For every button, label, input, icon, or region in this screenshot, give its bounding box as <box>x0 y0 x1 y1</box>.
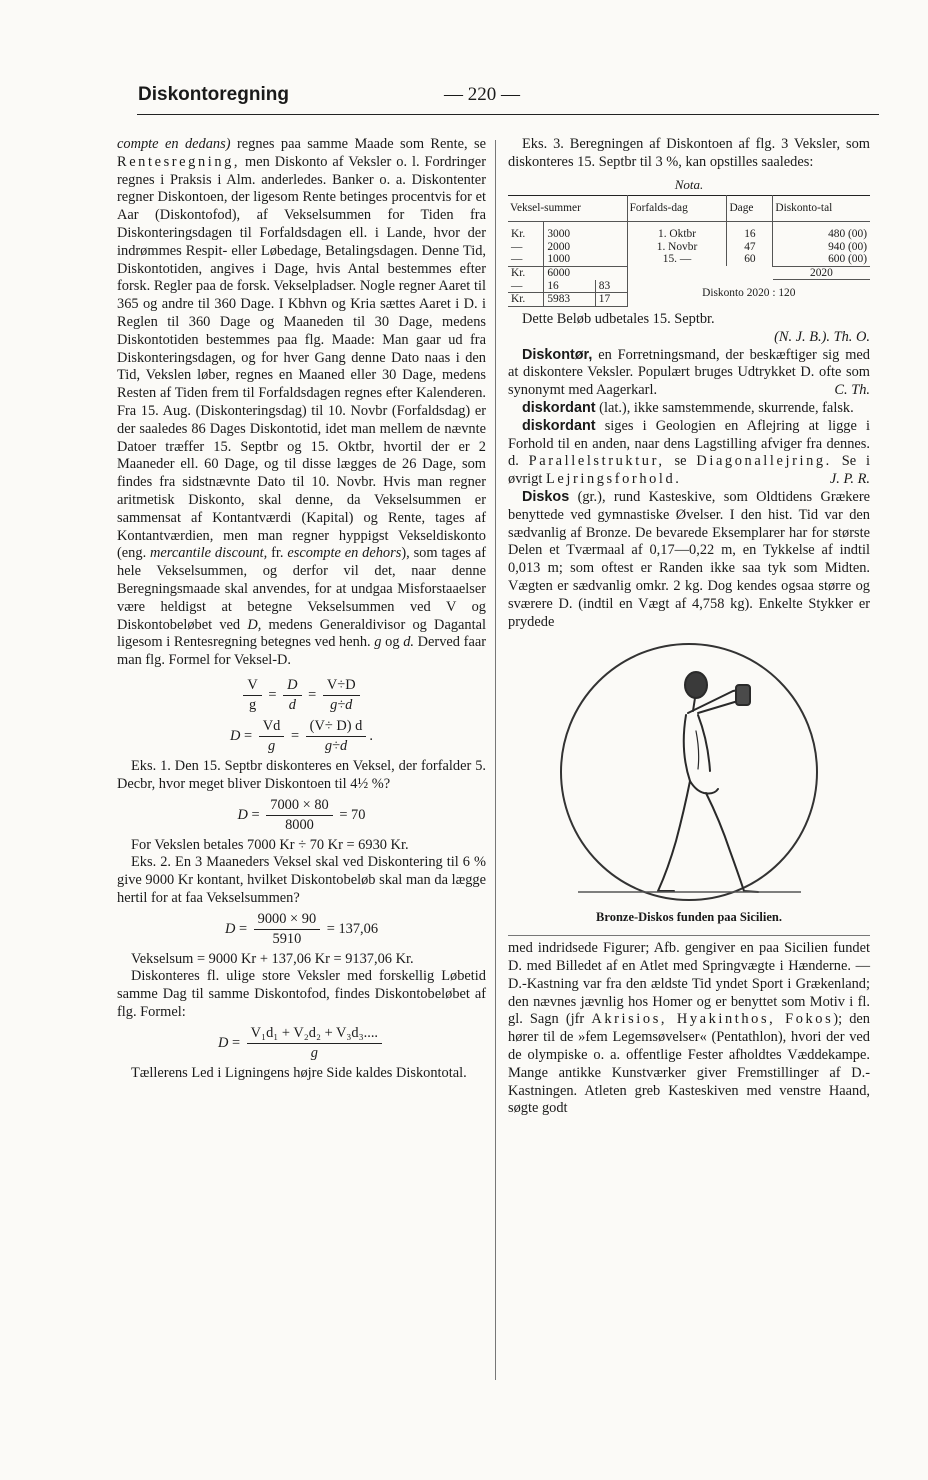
headword-diskordant: diskordant <box>522 400 596 417</box>
figure-rule <box>508 935 870 936</box>
entry-diskordant-1: diskordant (lat.), ikke samstemmende, skurrende, falsk. <box>522 400 854 417</box>
cross-ref-diagonallejring: Diagonallejring. <box>696 453 832 470</box>
figure-caption: Bronze-Diskos funden paa Sicilien. <box>596 910 782 925</box>
athlete-drawing <box>658 672 758 892</box>
running-title: Diskontoregning <box>138 84 289 105</box>
formula-discount: D = $\frac{Vd}{g}$ = $\frac{(V\div D) d}{g\div d}$ . <box>230 717 373 754</box>
cross-ref-parallelstruktur: Parallelstruktur, <box>528 453 665 470</box>
formula-example-2: D = $\frac{9000 \times 90}{5910}$ = 137,06 <box>224 910 379 947</box>
cross-ref-names: Akrisios, Hyakinthos, Fokos <box>591 1011 834 1028</box>
term-compte-en-dedans: compte en dedans) <box>117 136 231 152</box>
bronze-discus-figure <box>558 641 820 903</box>
entry-diskordant-2: diskordant siges i Geologien en Aflejring at ligge i Forhold til en anden, naar dens Lagstilling afviger fra dennes. d. Parallelstruktur, se Diagonallejring. Se i øvrigt Lejringsforhold. J. P. R. <box>508 417 871 488</box>
headword-diskordant-geology: diskordant <box>522 417 596 434</box>
header-rule <box>137 114 879 115</box>
entry-diskontor: Diskontør, en Forretningsmand, der beskæftiger sig med at diskontere Veksler. Populært bruges Udtrykket D. ofte som synonymt med Aagerkarl. C. Th. <box>508 346 870 399</box>
entry-diskos: Diskos (gr.), rund Kasteskive, som Oldtidens Grækere benyttede ved gymnastiske Øvelser. I den hist. Tid var den sædvanlig af Bronze. De bevarede Eksemplarer har for største Delen et Tværmaal af 0,17—0,22 m, en Tykkelse af indtil 0,013 m; som oftest er Randen ikke saa tyk som Midten. Vægten er sædvanlig omkr. 2 kg. Dog kendes ogsaa større og sværere D. (indtil en Vægt af 4,758 kg). Enkelte Stykker er prydede <box>508 489 870 630</box>
paragraph-diskonto: compte en dedans) regnes paa samme Maade som Rente, se Rentesregning, men Diskonto af Veksler o. l. Fordringer regnes i Praksis i Alm. anderledes. Banker o. a. Diskontenter regner Diskontoen, der ligesom Rente betinges procentvis for et Aar (Diskontofod), af Vekselsummen for Tiden fra Diskonteringsdagen til Forfaldsdagen ell. i Lande, hvor der indrømmes Respit- eller Løbedage, Betalingsdagen. Denne Tid, Diskontotiden, angives i Dage, hvis Antal bestemmes efter forsk. Regler paa de forsk. Vekselpladser. Nogle regner Aaret til 365 og andre til 360 Dage. I Kbhvn og Kria sættes Aaret i D. i Reglen til 360 Dage og Maaneden til 30 Dage, medens Diskontotiden bestemmes paa flg. Maade: Man gaar ud fra Diskonteringsdagen, og for hver Gang denne Dato naas i den Tid, Vekslen løber, regnes en Maaned eller 30 Dage, medens Resten af Tiden frem til Forfaldsdagen regnes efter Kalenderen. Fra 15. Aug. (Diskonteringsdag) til 10. Novbr (Forfaldsdag) er der saaledes 86 Dages Diskontotid, idet man mellem de nævnte Datoer træffer 15. Septbr og 15. Oktbr, hvortil der er 2 Maaneder ell. 60 Dage, og til disse lægges de 26 Dage, som findes fra sidstnævnte Dato til 10. Novbr. Hvis man regner aritmetisk Diskonto, skal denne, da Vekselsummen er sammensat af Kontantværdi (Kapital) og Rente, tages af Kontantværdien, men man regner hyppigst Vekseldiskonto (eng. mercantile discount, fr. escompte en dehors), som tages af hele Vekselsummen, og derfor vil det, naar denne Beregningsmaade skal anvendes, for at undgaa Misforstaaelser være heldigst at betegne Vekselsummen ved V og Diskontobeløbet ved D, medens Generaldivisor og Dagantal ligesom i Rentesregning betegnes ved henh. g og d. Derved faar man flg. Formel for Veksel-D. <box>117 136 487 669</box>
headword-diskos: Diskos <box>522 489 570 506</box>
nota-label: Nota. <box>674 176 704 192</box>
table-row: — 16 83 Diskonto 2020 : 120 <box>508 280 870 293</box>
table-row: Kr. 3000 1. Oktbr 16 480 (00) <box>508 221 870 240</box>
col-header-tal: Diskonto-tal <box>773 196 870 222</box>
col-header-dage: Dage <box>727 196 773 222</box>
table-row: Kr. 6000 2020 <box>508 266 870 280</box>
headword-diskontor: Diskontør, <box>522 346 593 363</box>
page-header <box>138 84 876 108</box>
formula-example-1: D = $\frac{7000 \times 80}{8000}$ = 70 <box>237 796 366 833</box>
formula-ratio: $\frac{V}{g}$ = $\frac{D}{d}$ = $\frac{V\div D}{g\div d}$ <box>117 676 486 715</box>
example-1: Eks. 1. Den 15. Septbr diskonteres en Veksel, der forfalder 5. Decbr, hvor meget bliver Diskontoen til 4½ %? <box>117 757 486 792</box>
example-2: Eks. 2. En 3 Maaneders Veksel skal ved Diskontering til 6 % give 9000 Kr kontant, hvilket Diskontobeløb skal man da lægge hertil for at faa Vekselsummen? <box>117 854 486 906</box>
payout-text: Dette Beløb udbetales 15. Septbr. <box>522 311 715 328</box>
entry-diskos-continued: med indridsede Figurer; Afb. gengiver en paa Sicilien fundet D. med Billedet af en Atlet med Springvægte i Hænderne. — D.-Kastning var fra den ældste Tid yndet Sport i Grækenland; den nævnes jævnlig hos Homer og er benyttet som Motiv i fl. gl. Sagn (jfr Akrisios, Hyakinthos, Fokos); den hører til de »fem Legemsøvelser« (Pentathlon), hvori der ved de olympiske o. a. offentlige Fester afholdtes Væddekampe. Mange antikke Kunstværker giver Fremstillinger af D.-Kastningen. Atleten greb Kasteskiven med venstre Haand, søgte godt <box>508 940 870 1117</box>
cross-ref-rentesregning: Rentesregning, <box>117 153 241 170</box>
page-number: — 220 — <box>444 84 520 105</box>
right-column <box>508 136 870 1118</box>
payout-signature: (N. J. B.). Th. O. <box>774 328 870 345</box>
table-row: — 1000 15. — 60 600 (00) <box>508 253 870 266</box>
column-divider <box>495 140 496 1380</box>
example-3: Eks. 3. Beregningen af Diskontoen af flg. 3 Veksler, som diskonteres 15. Septbr til 3 %, kan opstilles saaledes: <box>508 136 870 170</box>
col-header-dag: Forfalds-dag <box>627 196 727 222</box>
formula-multiple: D = $\frac{\text{V₁d₁ + V₂d₂ + V₃d₃....}}{g}$ <box>117 1024 486 1063</box>
table-summary: Diskonto 2020 : 120 <box>627 280 870 307</box>
table-row: — 2000 1. Novbr 47 940 (00) <box>508 241 870 254</box>
col-header-summer: Veksel-summer <box>508 196 627 222</box>
cross-ref-lejringsforhold: Lejringsforhold. <box>545 471 682 488</box>
left-column <box>117 136 486 1083</box>
table-row: Kr. 5983 17 <box>508 293 870 307</box>
multiple-bills-text: Diskonteres fl. ulige store Veksler med forskellig Løbetid samme Dag til samme Diskontofod, findes Diskontobeløbet af flg. Formel: <box>117 968 486 1021</box>
example-2-result: Vekselsum = 9000 Kr + 137,06 Kr = 9137,06 Kr. <box>131 950 414 967</box>
discount-table <box>508 195 870 307</box>
closing-text: Tællerens Led i Ligningens højre Side kaldes Diskontotal. <box>131 1064 467 1081</box>
example-1-result: For Vekslen betales 7000 Kr ÷ 70 Kr = 6930 Kr. <box>131 836 409 853</box>
